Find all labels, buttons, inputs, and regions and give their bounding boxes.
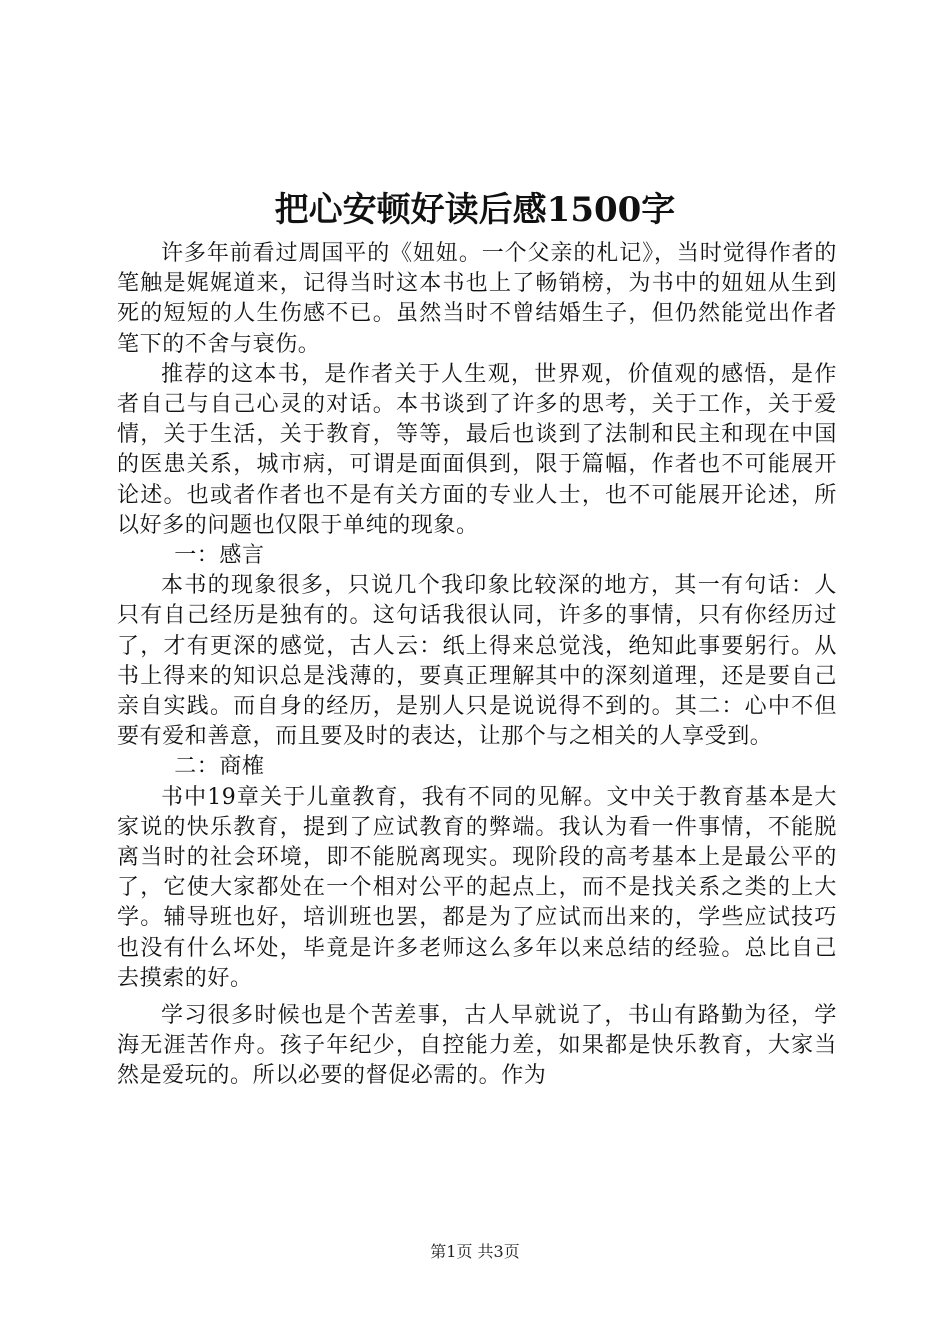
body-paragraph-1: 许多年前看过周国平的《妞妞。一个父亲的札记》，当时觉得作者的笔触是娓娓道来，记得当时这本书也上了畅销榜，为书中的妞妞从生到死的短短的人生伤感不已。虽然当时不曾结婚生子，但仍然能觉出作者笔下的不舍与衰伤。 bbox=[117, 241, 837, 357]
section-heading-1: 一：感言 bbox=[174, 543, 265, 569]
page-number-footer: 第1页 共3页 bbox=[430, 1242, 520, 1261]
paragraph-gap bbox=[117, 994, 837, 1001]
document-body bbox=[117, 239, 837, 1092]
body-paragraph-2: 推荐的这本书，是作者关于人生观，世界观，价值观的感悟，是作者自己与自己心灵的对话。本书谈到了许多的思考，关于工作，关于爱情，关于生活，关于教育，等等，最后也谈到了法制和民主和现在中国的医患关系，城市病，可谓是面面俱到，限于篇幅，作者也不可能展开论述。也或者作者也不是有关方面的专业人士，也不可能展开论述，所以好多的问题也仅限于单纯的现象。 bbox=[117, 361, 837, 538]
section-heading-2: 二：商榷 bbox=[174, 754, 265, 780]
document-title: 把心安顿好读后感1500字 bbox=[274, 190, 676, 230]
section-2-paragraph-1: 书中19章关于儿童教育，我有不同的见解。文中关于教育基本是大家说的快乐教育，提到了应试教育的弊端。我认为看一件事情，不能脱离当时的社会环境，即不能脱离现实。现阶段的高考基本上是最公平的了，它使大家都处在一个相对公平的起点上，而不是找关系之类的上大学。辅导班也好，培训班也罢，都是为了应试而出来的，学些应试技巧也没有什么坏处，毕竟是许多老师这么多年以来总结的经验。总比自己去摸索的好。 bbox=[117, 784, 837, 991]
section-2-paragraph-2: 学习很多时候也是个苦差事，古人早就说了，书山有路勤为径，学海无涯苦作舟。孩子年纪少，自控能力差，如果都是快乐教育，大家当然是爱玩的。所以必要的督促必需的。作为 bbox=[117, 1003, 837, 1089]
section-1-paragraph: 本书的现象很多，只说几个我印象比较深的地方，其一有句话：人只有自己经历是独有的。这句话我很认同，许多的事情，只有你经历过了，才有更深的感觉，古人云：纸上得来总觉浅，绝知此事要躬行。从书上得来的知识总是浅薄的，要真正理解其中的深刻道理，还是要自己亲自实践。而自身的经历，是别人只是说说得不到的。其二：心中不但要有爱和善意，而且要及时的表达，让那个与之相关的人享受到。 bbox=[117, 573, 837, 750]
